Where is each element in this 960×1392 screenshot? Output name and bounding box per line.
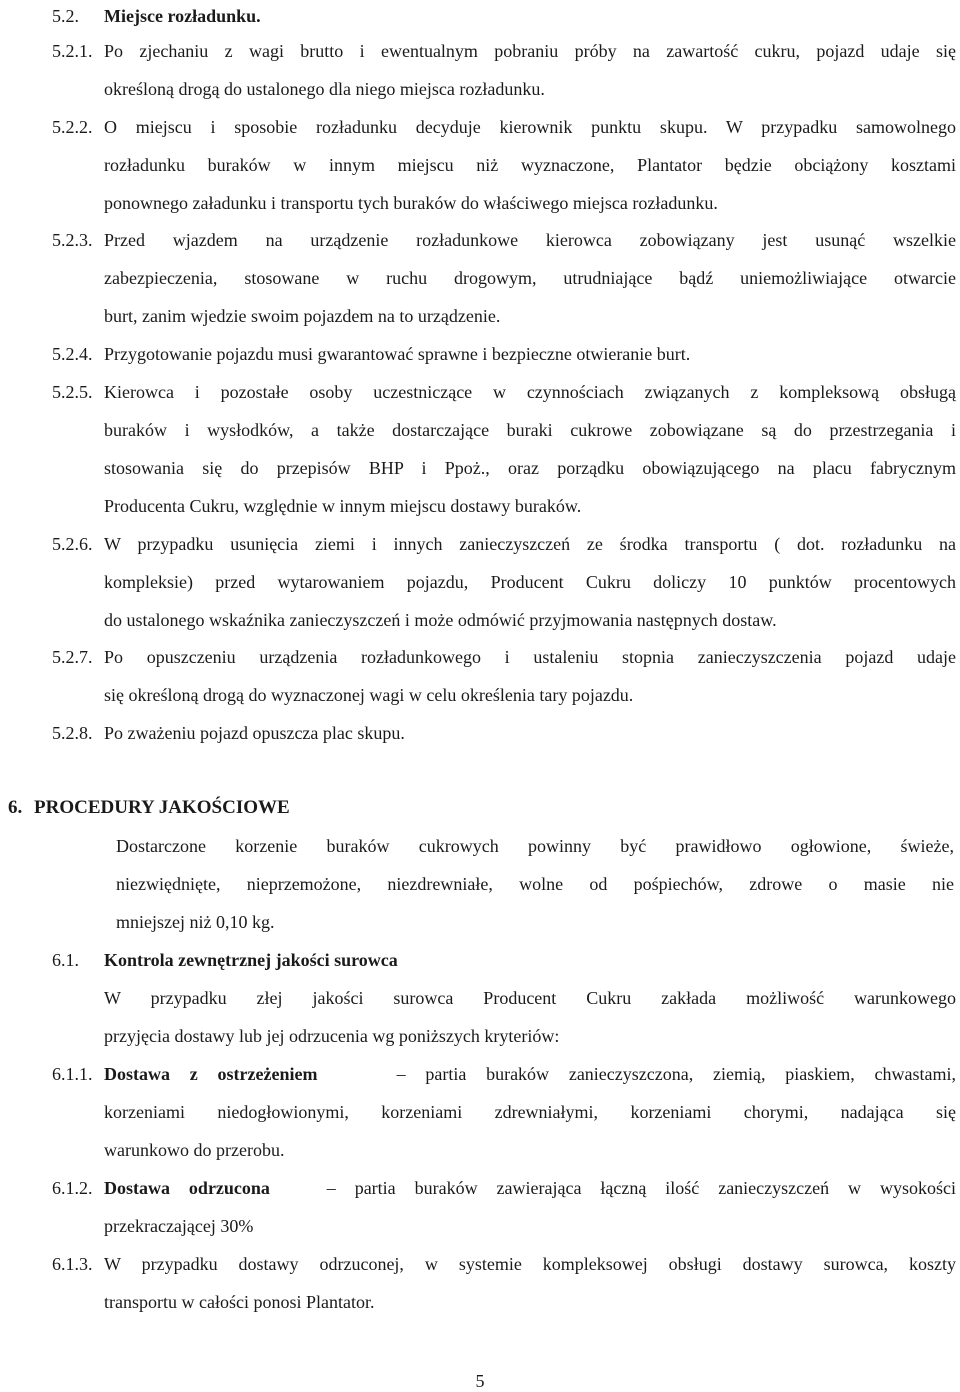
paragraph-line: W przypadku usunięcia ziemi i innych zanieczyszczeń ze środka transportu ( dot. rozładunku na [104,534,956,554]
paragraph-line: przekraczającej 30% [104,1216,254,1236]
paragraph-line: warunkowo do przerobu. [104,1140,285,1160]
paragraph-line: Kierowca i pozostałe osoby uczestniczące w czynnościach związanych z kompleksową obsługą [104,382,956,402]
item-number: 5.2.2. [52,117,93,137]
item-number: 5.2.8. [52,723,93,743]
paragraph-line: stosowania się do przepisów BHP i Ppoż., oraz porządku obowiązującego na placu fabrycznym [104,458,956,478]
subsection-title: Kontrola zewnętrznej jakości surowca [104,950,398,970]
item-number: 5.2.1. [52,41,93,61]
paragraph-line: Dostawa z ostrzeżeniem – partia buraków zanieczyszczona, ziemią, piaskiem, chwastami, [104,1064,956,1084]
paragraph-line: Po opuszczeniu urządzenia rozładunkowego i ustaleniu stopnia zanieczyszczenia pojazd udaje [104,647,956,667]
paragraph-line: się określoną drogą do wyznaczonej wagi w celu określenia tary pojazdu. [104,685,634,705]
paragraph-line: niezwiędnięte, nieprzemożone, niezdrewniałe, wolne od pośpiechów, zdrowe o masie nie [116,874,954,894]
item-number: 5.2.3. [52,230,93,250]
subsection-number: 6.1. [52,950,79,970]
chapter-title: PROCEDURY JAKOŚCIOWE [34,797,290,818]
paragraph-line: korzeniami niedogłowionymi, korzeniami zdrewniałymi, korzeniami chorymi, nadająca się [104,1102,956,1122]
item-number: 6.1.3. [52,1254,93,1274]
chapter-number: 6. [8,797,23,818]
paragraph-line: O miejscu i sposobie rozładunku decyduje kierownik punktu skupu. W przypadku samowolnego [104,117,956,137]
section-number: 5.2. [52,6,79,26]
paragraph-line: ponownego załadunku i transportu tych buraków do właściwego miejsca rozładunku. [104,193,718,213]
paragraph-line: Po zważeniu pojazd opuszcza plac skupu. [104,723,405,743]
item-number: 5.2.7. [52,647,93,667]
paragraph-line: W przypadku dostawy odrzuconej, w systemie kompleksowej obsługi dostawy surowca, koszty [104,1254,956,1274]
paragraph-line: Przed wjazdem na urządzenie rozładunkowe kierowca zobowiązany jest usunąć wszelkie [104,230,956,250]
paragraph-line: rozładunku buraków w innym miejscu niż wyznaczone, Plantator będzie obciążony kosztami [104,155,956,175]
paragraph-line: do ustalonego wskaźnika zanieczyszczeń i może odmówić przyjmowania następnych dostaw. [104,610,777,630]
paragraph-line: Przygotowanie pojazdu musi gwarantować sprawne i bezpieczne otwieranie burt. [104,344,691,364]
item-number: 5.2.4. [52,344,93,364]
item-number: 6.1.1. [52,1064,93,1084]
paragraph-line: W przypadku złej jakości surowca Producent Cukru zakłada możliwość warunkowego [104,988,956,1008]
section-title: Miejsce rozładunku. [104,6,261,26]
paragraph-line: transportu w całości ponosi Plantator. [104,1292,375,1312]
paragraph-line: mniejszej niż 0,10 kg. [116,912,275,932]
paragraph-line: określoną drogą do ustalonego dla niego miejsca rozładunku. [104,79,545,99]
paragraph-line: zabezpieczenia, stosowane w ruchu drogowym, utrudniające bądź uniemożliwiające otwarcie [104,268,956,288]
item-number: 6.1.2. [52,1178,93,1198]
paragraph-line: Producenta Cukru, względnie w innym miejscu dostawy buraków. [104,496,582,516]
paragraph-line: burt, zanim wjedzie swoim pojazdem na to urządzenie. [104,306,501,326]
paragraph-line: Po zjechaniu z wagi brutto i ewentualnym pobraniu próby na zawartość cukru, pojazd udaje się [104,41,956,61]
page-number: 5 [475,1371,485,1391]
paragraph-line: Dostawa odrzucona – partia buraków zawierająca łączną ilość zanieczyszczeń w wysokości [104,1178,956,1198]
paragraph-line: kompleksie) przed wytarowaniem pojazdu, Producent Cukru doliczy 10 punktów procentowych [104,572,956,592]
paragraph-line: buraków i wysłodków, a także dostarczające buraki cukrowe zobowiązane są do przestrzegania i [104,420,956,440]
item-number: 5.2.5. [52,382,93,402]
paragraph-line: przyjęcia dostawy lub jej odrzucenia wg poniższych kryteriów: [104,1026,560,1046]
paragraph-line: Dostarczone korzenie buraków cukrowych powinny być prawidłowo ogłowione, świeże, [116,836,954,856]
item-number: 5.2.6. [52,534,93,554]
